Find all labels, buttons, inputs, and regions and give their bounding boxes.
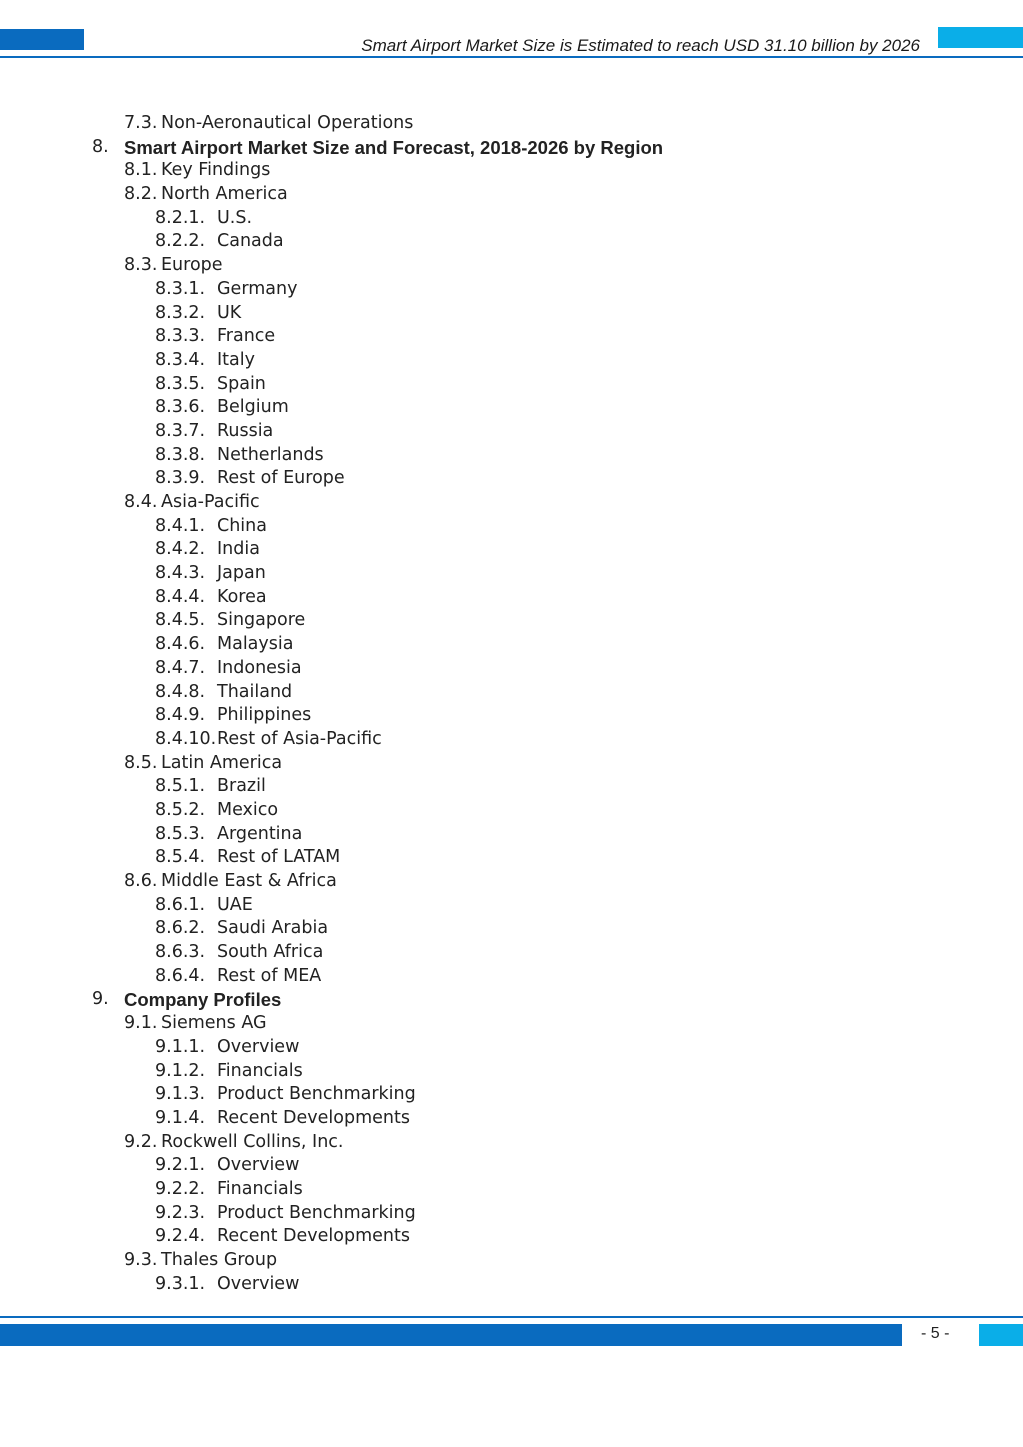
toc-entry-title: Siemens AG [161,1013,267,1034]
toc-entry-title: U.S. [217,207,253,228]
toc-entry-title: China [217,515,267,536]
toc-entry-number: 8.5.3. [155,823,206,844]
toc-entry [0,728,1023,752]
toc-entry [0,278,1023,302]
toc-entry [0,325,1023,349]
toc-entry-title: Canada [217,231,284,252]
header-accent-right [938,27,1023,48]
toc-entry-title: Korea [217,586,267,607]
toc-entry-number: 8.3.3. [155,326,206,347]
toc-entry-number: 8.4.6. [155,634,206,655]
toc-entry-title: Thales Group [161,1250,278,1270]
table-of-contents [0,112,1023,1296]
toc-entry [0,562,1023,586]
toc-entry-number: 8.1. [124,160,158,181]
toc-entry-number: 8.4.7. [155,657,206,678]
toc-entry-number: 9.1.3. [155,1084,206,1105]
toc-entry-title: Recent Developments [217,1107,410,1128]
header-title: Smart Airport Market Size is Estimated to reach USD 31.10 billion by 2026 [361,36,920,55]
footer-accent-right [979,1324,1023,1346]
toc-entry [0,1273,1023,1297]
toc-entry [0,633,1023,657]
toc-entry-title: Mexico [217,799,279,820]
toc-entry-title: Netherlands [217,444,324,465]
toc-entry-title: North America [161,184,288,205]
toc-entry [0,657,1023,681]
toc-entry [0,467,1023,491]
toc-entry-number: 8. [92,136,109,157]
toc-entry [0,254,1023,278]
toc-entry [0,349,1023,373]
toc-entry-number: 8.5. [124,752,158,773]
toc-entry [0,941,1023,965]
toc-entry-title: Rest of Asia-Pacific [217,728,382,749]
toc-entry [0,515,1023,539]
toc-entry [0,1225,1023,1249]
toc-entry [0,870,1023,894]
toc-entry [0,183,1023,207]
toc-entry-number: 8.2.2. [155,231,206,252]
toc-entry [0,1083,1023,1107]
toc-entry-title: India [217,539,260,560]
toc-entry-number: 8.4.1. [155,515,206,536]
toc-entry-title: Company Profiles [124,989,282,1011]
toc-entry-number: 9.3. [124,1250,158,1270]
toc-entry-title: Product Benchmarking [217,1202,416,1223]
toc-entry-title: Indonesia [217,657,302,678]
toc-entry [0,681,1023,705]
toc-entry-title: Italy [217,349,255,370]
toc-entry-title: Rockwell Collins, Inc. [161,1131,344,1152]
toc-entry-number: 9.1.1. [155,1036,206,1057]
toc-entry-number: 9.1. [124,1013,158,1034]
toc-entry-title: Rest of Europe [217,468,345,489]
toc-entry-number: 8.6.1. [155,894,206,915]
toc-entry [0,1202,1023,1226]
toc-entry [0,230,1023,254]
footer-accent-left [0,1324,902,1346]
toc-entry [0,1060,1023,1084]
toc-entry-title: France [217,326,276,347]
toc-entry [0,799,1023,823]
toc-entry-number: 9.1.2. [155,1060,206,1081]
toc-entry-title: Overview [217,1036,300,1057]
toc-entry-number: 7.3. [124,113,158,133]
toc-entry-title: Spain [217,373,266,394]
toc-entry [0,752,1023,776]
toc-entry-title: Rest of LATAM [217,847,341,868]
toc-entry-number: 9.3.1. [155,1273,206,1294]
toc-entry-number: 8.4.10. [155,728,217,749]
toc-entry [0,704,1023,728]
toc-entry-number: 8.2.1. [155,207,206,228]
toc-entry [0,302,1023,326]
toc-entry-number: 8.2. [124,184,158,205]
toc-entry-title: South Africa [217,942,324,963]
page-number: - 5 - [921,1325,950,1342]
toc-entry-number: 8.4.5. [155,610,206,631]
toc-entry-number: 9.2.3. [155,1202,206,1223]
toc-entry-number: 8.5.1. [155,776,206,797]
toc-entry [0,207,1023,231]
toc-entry [0,775,1023,799]
toc-entry [0,1249,1023,1273]
toc-entry [0,444,1023,468]
toc-entry-number: 8.4.8. [155,681,206,702]
toc-entry [0,988,1023,1012]
toc-entry [0,1154,1023,1178]
toc-entry [0,136,1023,160]
toc-entry-number: 9.2.4. [155,1226,206,1247]
header-rule [0,56,1023,58]
toc-entry-title: Thailand [217,681,293,702]
toc-entry-number: 8.3.9. [155,468,206,489]
toc-entry [0,823,1023,847]
toc-entry-title: Germany [217,278,298,299]
toc-entry-number: 9.2.1. [155,1155,206,1176]
toc-entry-title: Middle East & Africa [161,871,337,891]
toc-entry-number: 8.3. [124,255,158,276]
toc-entry-number: 8.6.3. [155,942,206,963]
toc-entry-number: 8.6.2. [155,918,206,939]
toc-entry-number: 9.1.4. [155,1107,206,1128]
toc-entry-title: Brazil [217,776,266,797]
toc-entry-title: Europe [161,255,223,276]
toc-entry [0,894,1023,918]
toc-entry [0,1107,1023,1131]
toc-entry [0,586,1023,610]
toc-entry-title: Belgium [217,397,289,418]
toc-entry-title: Financials [217,1178,303,1199]
toc-entry-number: 8.4.9. [155,705,206,726]
toc-entry [0,917,1023,941]
toc-entry-number: 9.2. [124,1131,158,1152]
toc-entry-number: 8.4. [124,492,158,512]
toc-entry-title: Argentina [217,823,303,844]
toc-entry-number: 9.2.2. [155,1178,206,1199]
toc-entry-title: Recent Developments [217,1226,410,1247]
toc-entry-title: UAE [217,894,253,915]
toc-entry-number: 8.5.4. [155,847,206,868]
toc-entry-number: 8.3.1. [155,278,206,299]
toc-entry-title: Asia-Pacific [161,492,260,512]
toc-entry [0,1131,1023,1155]
toc-entry-number: 8.6.4. [155,965,206,986]
toc-entry-number: 8.5.2. [155,799,206,820]
toc-entry-number: 9. [92,989,109,1010]
toc-entry-number: 8.3.8. [155,444,206,465]
toc-entry [0,159,1023,183]
toc-entry [0,965,1023,989]
toc-entry [0,396,1023,420]
toc-entry [0,1012,1023,1036]
toc-entry-number: 8.4.4. [155,586,206,607]
toc-entry-number: 8.6. [124,871,158,891]
toc-entry-title: Product Benchmarking [217,1084,416,1105]
toc-entry-title: Singapore [217,610,306,631]
toc-entry-number: 8.4.2. [155,539,206,560]
toc-entry [0,491,1023,515]
toc-entry-title: Rest of MEA [217,965,322,986]
toc-entry-number: 8.3.7. [155,420,206,441]
toc-entry [0,420,1023,444]
toc-entry-number: 8.3.6. [155,397,206,418]
toc-entry-title: Overview [217,1155,300,1176]
toc-entry-title: Russia [217,420,274,441]
toc-entry-title: Philippines [217,705,312,726]
toc-entry-number: 8.4.3. [155,563,206,584]
toc-entry-title: Latin America [161,752,283,773]
toc-entry-title: Smart Airport Market Size and Forecast, 2018-2026 by Region [124,136,664,158]
toc-entry-title: Key Findings [161,160,271,181]
toc-entry [0,1178,1023,1202]
toc-entry-number: 8.3.2. [155,302,206,323]
toc-entry-title: Financials [217,1060,303,1081]
toc-entry [0,112,1023,136]
toc-entry-title: Saudi Arabia [217,918,329,939]
toc-entry [0,846,1023,870]
toc-entry [0,1036,1023,1060]
toc-entry-number: 8.3.4. [155,349,206,370]
toc-entry-title: Japan [217,563,266,584]
toc-entry-title: Non-Aeronautical Operations [161,113,414,133]
toc-entry-number: 8.3.5. [155,373,206,394]
toc-entry-title: Malaysia [217,634,294,655]
toc-entry [0,373,1023,397]
toc-entry-title: Overview [217,1273,300,1294]
toc-entry-title: UK [217,302,242,323]
toc-entry [0,538,1023,562]
header-accent-left [0,29,84,50]
footer-rule [0,1316,1023,1318]
toc-entry [0,609,1023,633]
